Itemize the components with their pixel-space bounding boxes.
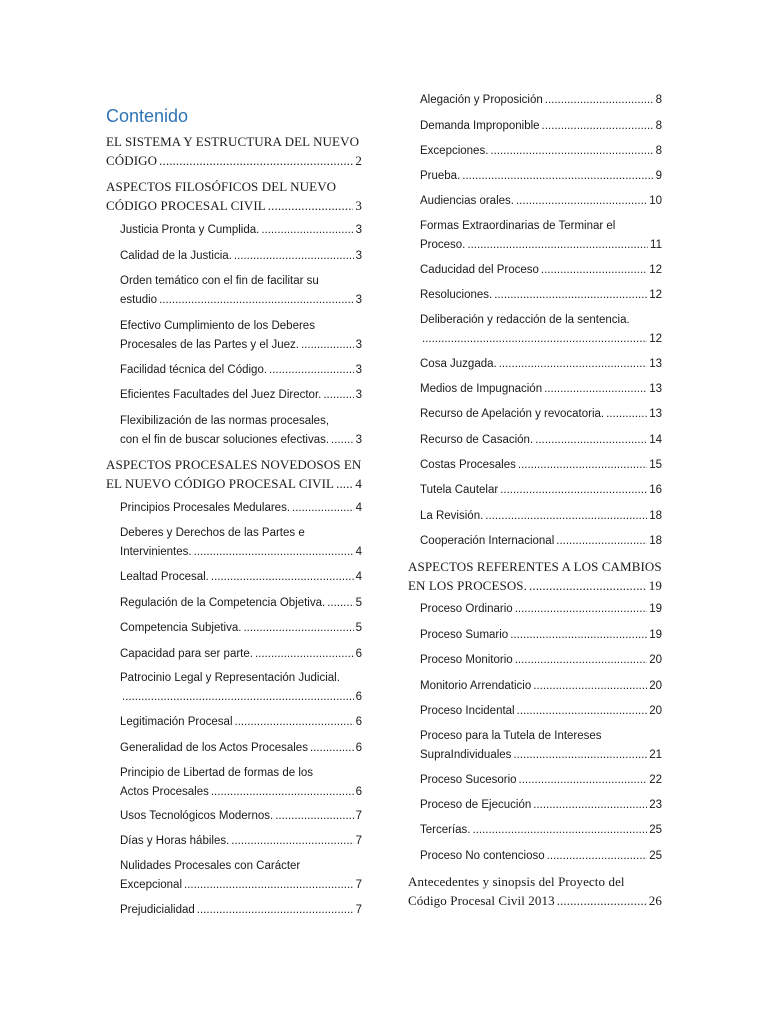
toc-entry-text: La Revisión. xyxy=(420,510,484,522)
toc-page-number: 8 xyxy=(655,120,662,132)
toc-entry-text: Justicia Pronta y Cumplida. xyxy=(120,224,260,236)
toc-entry-text: Días y Horas hábiles. xyxy=(120,835,230,847)
toc-entry-text: Recurso de Apelación y revocatoria. xyxy=(420,408,605,420)
toc-entry-text: Proceso para la Tutela de Intereses xyxy=(420,730,602,742)
toc-entry-text: CÓDIGO xyxy=(106,153,158,168)
toc-entry[interactable] xyxy=(120,669,362,707)
toc-entry-text: Generalidad de los Actos Procesales xyxy=(120,742,308,754)
dot-leader xyxy=(545,91,654,110)
toc-entry-text: Código Procesal Civil 2013 xyxy=(408,893,555,908)
toc-entry[interactable] xyxy=(120,832,362,851)
toc-page-number: 13 xyxy=(649,408,662,420)
dot-leader xyxy=(310,739,354,758)
dot-leader xyxy=(533,677,647,696)
toc-page-number: 11 xyxy=(650,239,662,251)
dot-leader xyxy=(529,576,647,595)
toc-page-number: 19 xyxy=(648,578,662,593)
toc-entry-text: Recurso de Casación. xyxy=(420,434,534,446)
toc-heading: Contenido xyxy=(106,106,189,126)
toc-page-number: 13 xyxy=(649,358,662,370)
toc-entry-text: Antecedentes y sinopsis del Proyecto del xyxy=(408,874,625,889)
toc-page-number: 4 xyxy=(355,476,362,491)
toc-entry-text: Capacidad para ser parte. xyxy=(120,648,253,660)
toc-page-number: 4 xyxy=(355,502,362,514)
dot-leader xyxy=(422,330,647,349)
dot-leader xyxy=(542,117,654,136)
toc-page-number: 2 xyxy=(355,153,362,168)
dot-leader xyxy=(261,221,353,240)
dot-leader xyxy=(606,405,647,424)
toc-entry-text: Nulidades Procesales con Carácter xyxy=(120,860,301,872)
dot-leader xyxy=(184,876,354,895)
toc-entry[interactable] xyxy=(120,739,362,758)
toc-entry[interactable] xyxy=(420,456,662,475)
toc-page-number: 3 xyxy=(355,339,362,351)
dot-leader xyxy=(301,336,354,355)
toc-entry-text: Eficientes Facultades del Juez Director. xyxy=(120,389,322,401)
toc-page-number: 3 xyxy=(355,250,362,262)
toc-entry-text: Efectivo Cumplimiento de los Deberes xyxy=(120,320,315,332)
toc-entry-text: Proceso Sumario xyxy=(420,629,509,641)
toc-entry[interactable] xyxy=(120,361,362,380)
toc-entry[interactable] xyxy=(420,600,662,619)
toc-entry-text: Regulación de la Competencia Objetiva. xyxy=(120,597,326,609)
dot-leader xyxy=(490,142,653,161)
toc-page-number: 12 xyxy=(649,333,662,345)
toc-page-number: 20 xyxy=(649,654,662,666)
toc-entry-text: Proceso No contencioso xyxy=(420,850,545,862)
toc-entry[interactable] xyxy=(420,167,662,186)
dot-leader xyxy=(211,568,354,587)
toc-page-number: 12 xyxy=(649,289,662,301)
dot-leader xyxy=(547,847,648,866)
toc-entry-text: Formas Extraordinarias de Terminar el xyxy=(420,220,616,232)
toc-page-number: 3 xyxy=(355,434,362,446)
toc-entry[interactable] xyxy=(420,311,662,349)
toc-entry-text: Deliberación y redacción de la sentencia. xyxy=(420,314,630,326)
toc-entry[interactable] xyxy=(420,142,662,161)
toc-entry[interactable] xyxy=(420,481,662,500)
toc-entry-text: Proceso Monitorio xyxy=(420,654,513,666)
toc-entry-text: Cosa Juzgada. xyxy=(420,358,497,370)
toc-entry[interactable] xyxy=(420,380,662,399)
toc-entry[interactable] xyxy=(120,386,362,405)
dot-leader xyxy=(243,619,353,638)
toc-entry-text: EL SISTEMA Y ESTRUCTURA DEL NUEVO xyxy=(106,134,360,149)
dot-leader xyxy=(533,796,647,815)
toc-entry-text: Lealtad Procesal. xyxy=(120,571,209,583)
toc-entry-text: Proceso Incidental xyxy=(420,705,515,717)
toc-entry[interactable] xyxy=(420,261,662,280)
dot-leader xyxy=(541,261,647,280)
toc-entry[interactable] xyxy=(106,455,362,493)
toc-entry[interactable] xyxy=(106,177,362,215)
toc-page-number: 7 xyxy=(355,879,362,891)
toc-entry[interactable] xyxy=(420,355,662,374)
toc-page-number: 20 xyxy=(649,680,662,692)
toc-page-number: 8 xyxy=(655,145,662,157)
toc-entry-text: Medios de Impugnación xyxy=(420,383,543,395)
toc-entry[interactable] xyxy=(420,405,662,424)
toc-page-number: 10 xyxy=(649,195,662,207)
toc-entry-text: Legitimación Procesal xyxy=(120,716,233,728)
dot-leader xyxy=(515,600,648,619)
toc-entry[interactable] xyxy=(120,807,362,826)
dot-leader xyxy=(336,474,353,493)
toc-entry-text: ASPECTOS REFERENTES A LOS CAMBIOS xyxy=(408,559,662,574)
toc-entry-text: Facilidad técnica del Código. xyxy=(120,364,268,376)
toc-entry-text: EL NUEVO CÓDIGO PROCESAL CIVIL xyxy=(106,476,335,491)
dot-leader xyxy=(159,151,353,170)
toc-entry[interactable] xyxy=(420,286,662,305)
toc-entry-text: Usos Tecnológicos Modernos. xyxy=(120,810,274,822)
toc-entry[interactable] xyxy=(420,727,662,765)
dot-leader xyxy=(517,702,648,721)
toc-page-number: 13 xyxy=(649,383,662,395)
toc-entry-text: Tutela Cautelar xyxy=(420,484,499,496)
toc-entry[interactable] xyxy=(120,594,362,613)
toc-entry[interactable] xyxy=(120,499,362,518)
toc-page-number: 3 xyxy=(355,224,362,236)
dot-leader xyxy=(473,821,648,840)
toc-page-number: 26 xyxy=(648,893,662,908)
toc-entry-text: Prueba. xyxy=(420,170,461,182)
toc-entry[interactable] xyxy=(120,524,362,562)
toc-entry-text: Caducidad del Proceso xyxy=(420,264,539,276)
toc-entry-text: CÓDIGO PROCESAL CIVIL xyxy=(106,198,266,213)
toc-entry[interactable] xyxy=(420,532,662,551)
toc-entry-text: Actos Procesales xyxy=(120,786,209,798)
toc-entry-text: Procesales de las Partes y el Juez. xyxy=(120,339,299,351)
dot-leader xyxy=(194,543,354,562)
dot-leader xyxy=(500,481,647,500)
toc-entry-text: Principios Procesales Medulares. xyxy=(120,502,291,514)
toc-entry-text: Deberes y Derechos de las Partes e xyxy=(120,527,305,539)
dot-leader xyxy=(557,891,647,910)
toc-page-number: 16 xyxy=(649,484,662,496)
toc-entry[interactable] xyxy=(420,217,662,255)
dot-leader xyxy=(268,196,354,215)
toc-entry[interactable] xyxy=(120,568,362,587)
toc-entry-text: Excepcional xyxy=(120,879,183,891)
toc-entry[interactable] xyxy=(420,192,662,211)
toc-entry[interactable] xyxy=(420,796,662,815)
toc-page-number: 5 xyxy=(355,622,362,634)
toc-page-number: 7 xyxy=(355,810,362,822)
toc-entry[interactable] xyxy=(408,557,662,595)
toc-entry[interactable] xyxy=(120,317,362,355)
toc-entry-text: Competencia Subjetiva. xyxy=(120,622,242,634)
dot-leader xyxy=(544,380,647,399)
toc-page-number: 3 xyxy=(355,389,362,401)
toc-entry-text: Resoluciones. xyxy=(420,289,493,301)
toc-entry-text: Monitorio Arrendaticio xyxy=(420,680,532,692)
toc-page-number: 19 xyxy=(649,629,662,641)
toc-entry[interactable] xyxy=(420,702,662,721)
toc-entry[interactable] xyxy=(420,507,662,526)
toc-entry[interactable] xyxy=(420,431,662,450)
toc-entry-text: EN LOS PROCESOS. xyxy=(408,578,527,593)
toc-entry[interactable] xyxy=(420,91,662,110)
toc-entry[interactable] xyxy=(420,677,662,696)
dot-leader xyxy=(462,167,653,186)
toc-page-number: 14 xyxy=(649,434,662,446)
toc-entry-text: Demanda Improponible xyxy=(420,120,540,132)
toc-entry-text: Orden temático con el fin de facilitar su xyxy=(120,275,319,287)
dot-leader xyxy=(323,386,353,405)
toc-entry[interactable] xyxy=(120,619,362,638)
toc-page-number: 9 xyxy=(655,170,662,182)
dot-leader xyxy=(518,456,647,475)
dot-leader xyxy=(327,594,353,613)
toc-page-number: 19 xyxy=(649,603,662,615)
dot-leader xyxy=(467,236,648,255)
toc-entry-text: Proceso de Ejecución xyxy=(420,799,532,811)
toc-page-number: 4 xyxy=(355,546,362,558)
dot-leader xyxy=(331,431,354,450)
toc-page-number: 22 xyxy=(649,774,662,786)
toc-page-number: 6 xyxy=(355,648,362,660)
toc-entry[interactable] xyxy=(106,132,362,170)
toc-entry-text: estudio xyxy=(120,294,158,306)
toc-entry-text: con el fin de buscar soluciones efectivas. xyxy=(120,434,330,446)
dot-leader xyxy=(494,286,647,305)
toc-entry[interactable] xyxy=(120,901,362,920)
dot-leader xyxy=(535,431,647,450)
dot-leader xyxy=(231,832,353,851)
toc-entry-text: Proceso Sucesorio xyxy=(420,774,517,786)
toc-page-number: 6 xyxy=(355,742,362,754)
toc-entry-text: Calidad de la Justicia. xyxy=(120,250,232,262)
dot-leader xyxy=(499,355,647,374)
toc-page-number: 6 xyxy=(355,786,362,798)
toc-entry[interactable] xyxy=(420,771,662,790)
toc-entry-text: ASPECTOS PROCESALES NOVEDOSOS EN xyxy=(106,457,362,472)
toc-page-number: 18 xyxy=(649,510,662,522)
toc-page-number: 5 xyxy=(355,597,362,609)
toc-entry-text: Alegación y Proposición xyxy=(420,94,543,106)
dot-leader xyxy=(269,361,354,380)
toc-page-number: 4 xyxy=(355,571,362,583)
toc-page-number: 3 xyxy=(355,294,362,306)
toc-page-number: 3 xyxy=(355,364,362,376)
toc-entry[interactable] xyxy=(420,821,662,840)
toc-page-number: 7 xyxy=(355,835,362,847)
dot-leader xyxy=(234,247,354,266)
dot-leader xyxy=(235,713,354,732)
toc-entry[interactable] xyxy=(408,872,662,910)
toc-entry-text: Tercerías. xyxy=(420,824,471,836)
toc-page-number: 6 xyxy=(355,691,362,703)
toc-entry[interactable] xyxy=(420,626,662,645)
toc-entry[interactable] xyxy=(420,847,662,866)
dot-leader xyxy=(292,499,354,518)
toc-entry[interactable] xyxy=(120,221,362,240)
dot-leader xyxy=(255,645,354,664)
toc-entry-text: Proceso Ordinario xyxy=(420,603,513,615)
dot-leader xyxy=(516,192,647,211)
dot-leader xyxy=(275,807,353,826)
toc-page-number: 25 xyxy=(649,850,662,862)
toc-page-number: 15 xyxy=(649,459,662,471)
toc-entry[interactable] xyxy=(120,272,362,310)
toc-page-number: 23 xyxy=(649,799,662,811)
toc-page-number: 25 xyxy=(649,824,662,836)
toc-page-number: 3 xyxy=(355,198,362,213)
dot-leader xyxy=(513,746,647,765)
toc-entry-text: ASPECTOS FILOSÓFICOS DEL NUEVO xyxy=(106,179,337,194)
toc-entry-text: Costas Procesales xyxy=(420,459,516,471)
dot-leader xyxy=(122,688,354,707)
toc-page-number: 8 xyxy=(655,94,662,106)
toc-entry-text: Flexibilización de las normas procesales, xyxy=(120,415,330,427)
dot-leader xyxy=(197,901,354,920)
dot-leader xyxy=(556,532,647,551)
toc-entry[interactable] xyxy=(120,412,362,450)
toc-entry-text: Patrocinio Legal y Representación Judicial. xyxy=(120,672,340,684)
toc-entry-text: SupraIndividuales xyxy=(420,749,512,761)
toc-page-number: 18 xyxy=(649,535,662,547)
dot-leader xyxy=(485,507,647,526)
toc-entry-text: Audiencias orales. xyxy=(420,195,514,207)
toc-entry-text: Prejudicialidad xyxy=(120,904,195,916)
toc-entry-text: Proceso. xyxy=(420,239,466,251)
toc-entry-text: Intervinientes. xyxy=(120,546,192,558)
toc-entry[interactable] xyxy=(120,247,362,266)
toc-entry[interactable] xyxy=(120,645,362,664)
dot-leader xyxy=(159,291,354,310)
toc-entry[interactable] xyxy=(120,857,362,895)
toc-page-number: 12 xyxy=(649,264,662,276)
toc-entry[interactable] xyxy=(420,651,662,670)
toc-entry[interactable] xyxy=(120,713,362,732)
toc-page-number: 20 xyxy=(649,705,662,717)
toc-entry-text: Excepciones. xyxy=(420,145,489,157)
toc-entry[interactable] xyxy=(120,764,362,802)
dot-leader xyxy=(519,771,648,790)
toc-entry[interactable] xyxy=(420,117,662,136)
toc-page-number: 6 xyxy=(355,716,362,728)
toc-entry-text: Principio de Libertad de formas de los xyxy=(120,767,314,779)
toc-page-number: 7 xyxy=(355,904,362,916)
dot-leader xyxy=(211,783,354,802)
toc-page-number: 21 xyxy=(649,749,662,761)
dot-leader xyxy=(515,651,648,670)
dot-leader xyxy=(510,626,647,645)
toc-entry-text: Cooperación Internacional xyxy=(420,535,555,547)
